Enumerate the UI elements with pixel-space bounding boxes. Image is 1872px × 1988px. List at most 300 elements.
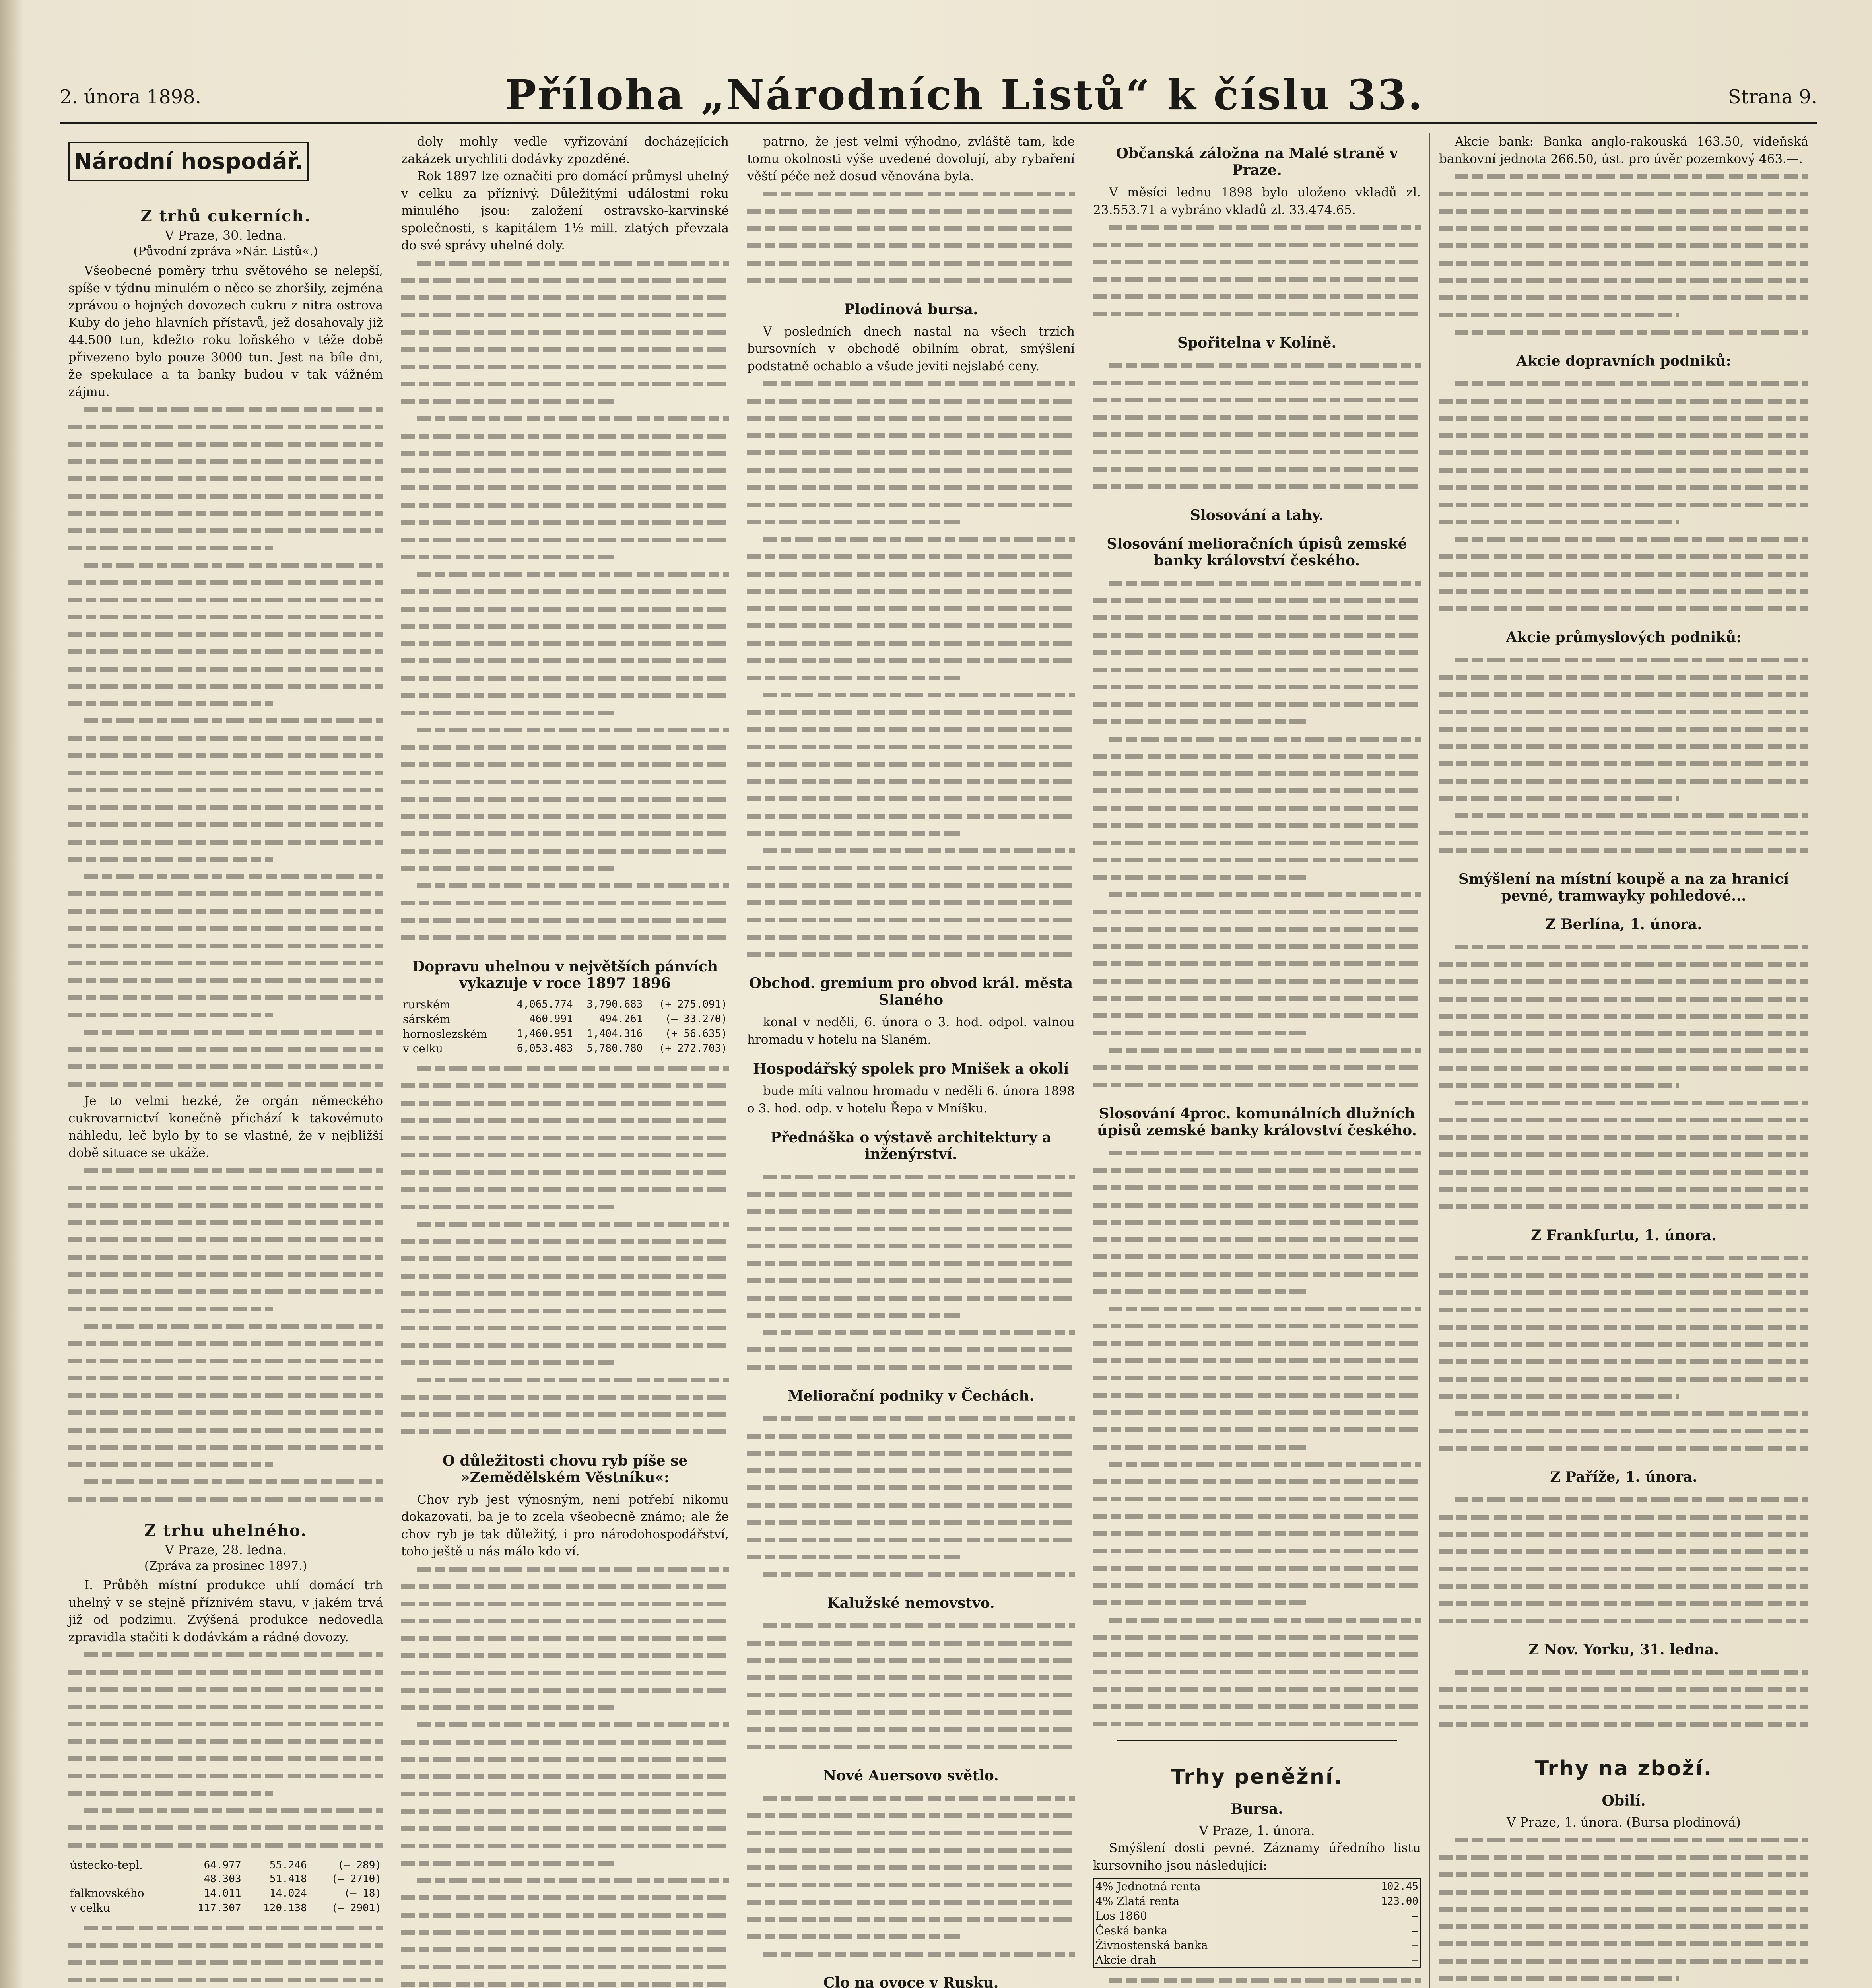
text-line: [401, 1250, 729, 1268]
text-line: [401, 1872, 729, 1889]
text-line: [401, 1578, 729, 1595]
text-line: [747, 548, 1075, 565]
table-row: Akcie drah —: [1095, 1953, 1418, 1967]
text-line: [1439, 1612, 1808, 1630]
body-text-block: [747, 1168, 1075, 1376]
text-line: [1439, 1918, 1808, 1936]
text-line: [747, 1669, 1075, 1687]
text-line: [68, 1937, 383, 1954]
text-line: [747, 1790, 1075, 1807]
text-line: [401, 445, 729, 462]
text-line: [401, 1889, 729, 1906]
text-line: [1093, 1972, 1421, 1988]
text-line: [1093, 236, 1421, 254]
text-line: [401, 497, 729, 514]
article-heading: Meliorační podniky v Čechách.: [787, 1388, 1035, 1404]
text-line: [747, 1548, 1075, 1566]
text-line: [1439, 531, 1808, 548]
text-line: [1093, 1508, 1421, 1525]
text-line: [1439, 1560, 1808, 1578]
text-line: [1439, 582, 1808, 600]
text-line: [1093, 357, 1421, 374]
text-line: [401, 393, 729, 410]
table-row: hornoslezském 1,460.951 1,404.316 (+ 56.635): [403, 1027, 727, 1041]
text-line: [401, 1129, 729, 1147]
text-line: [1093, 1266, 1421, 1283]
text-line: [401, 773, 729, 791]
text-line: [1439, 807, 1808, 825]
text-line: [401, 808, 729, 825]
text-line: [1439, 669, 1808, 686]
text-line: [1093, 219, 1421, 236]
text-line: [401, 877, 729, 895]
article-paragraph: Rok 1897 lze označiti pro domácí průmysl uhelný v celku za příznivý. Důležitými událostmi roku minulého jsou: založení ostravsko-karvinské společnosti, s kapitálem 1½ mill. zlatých převzala do své správy uhelné doly.: [401, 169, 729, 252]
text-line: [747, 1842, 1075, 1859]
text-line: [1093, 920, 1421, 938]
text-line: [747, 652, 1075, 669]
text-line: [747, 894, 1075, 911]
text-line: [747, 202, 1075, 220]
article-heading: Z Frankfurtu, 1. února.: [1531, 1227, 1717, 1244]
body-text-block: [1439, 1491, 1808, 1629]
number-list-block: [1093, 1144, 1421, 1732]
body-text-block: [401, 1561, 729, 1988]
text-line: [747, 635, 1075, 652]
text-line: [747, 1514, 1075, 1531]
text-line: [68, 1179, 383, 1197]
text-line: [1093, 886, 1421, 903]
text-line: [68, 850, 383, 868]
text-line: [401, 894, 729, 912]
text-line: [747, 686, 1075, 704]
text-line: [401, 1060, 729, 1077]
text-line: [747, 669, 1075, 687]
text-line: [747, 1497, 1075, 1514]
text-line: [1093, 575, 1421, 592]
text-line: [68, 1971, 383, 1988]
text-line: [401, 929, 729, 946]
text-line: [1093, 938, 1421, 955]
text-line: [1439, 254, 1808, 272]
text-line: [68, 401, 383, 418]
text-line: [1093, 1352, 1421, 1369]
text-line: [68, 1248, 383, 1266]
text-line: [68, 1058, 383, 1076]
text-line: [401, 1976, 729, 1988]
text-line: [1439, 496, 1808, 514]
text-line: [68, 1681, 383, 1698]
text-line: [68, 1802, 383, 1819]
text-line: [68, 1733, 383, 1750]
text-line: [1093, 1248, 1421, 1266]
article-paragraph: I. Průběh místní produkce uhlí domácí trh uhelný v se stejně příznivém stavu, v jakém trvá již od podzimu. Zvýšená produkce nedovedla zpravidla stačiti k dodávkám a rádné dovozy.: [68, 1578, 383, 1644]
text-line: [68, 1214, 383, 1231]
text-line: [401, 1337, 729, 1354]
text-line: [401, 1716, 729, 1734]
text-line: [1093, 973, 1421, 990]
section-heading: Trhy peněžní.: [1171, 1765, 1343, 1789]
text-line: [1439, 773, 1808, 790]
text-line: [401, 721, 729, 739]
table-row: sárském 460.991 494.261 (— 33.270): [403, 1012, 727, 1026]
text-line: [747, 185, 1075, 203]
text-line: [1093, 409, 1421, 426]
text-line: [1093, 1629, 1421, 1646]
text-line: [401, 1681, 729, 1699]
text-line: [1093, 1611, 1421, 1629]
table-heading: Dopravu uhelnou v největších pánvích vykazuje v roce 1897 1896: [412, 958, 718, 992]
text-line: [747, 375, 1075, 392]
text-line: [1439, 479, 1808, 496]
text-line: [1439, 1163, 1808, 1181]
text-line: [68, 1456, 383, 1474]
text-line: [401, 1958, 729, 1976]
article-paragraph: Všeobecné poměry trhu světového se nelepší, spíše v týdnu minulém o něco se zhoršily, zejména zprávou o hojných dovozech cukru z nitra ostrova Kuby do jeho hlavních přístavů, jež dosahovaly již 44.500 tun, kdežto roku loňského v téže době přivezeno bylo pouze 3000 tun. Jest na bíle dni, že spekulace a ta banky budou v tak vážném zájmu.: [68, 264, 383, 399]
text-line: [401, 1406, 729, 1423]
body-text-block: [68, 1646, 383, 1854]
text-line: [747, 738, 1075, 756]
text-line: [1439, 1284, 1808, 1301]
text-line: [401, 289, 729, 307]
article-dateline: V Praze, 1. února. (Bursa plodinová): [1506, 1815, 1741, 1830]
text-line: [1439, 375, 1808, 392]
text-line: [68, 470, 383, 487]
masthead: [60, 60, 1817, 119]
text-line: [1093, 903, 1421, 921]
body-text-block: [401, 254, 729, 946]
text-line: [68, 695, 383, 712]
text-line: [747, 1324, 1075, 1342]
article-heading: Clo na ovoce v Rusku.: [823, 1974, 999, 1988]
text-line: [1439, 1831, 1808, 1849]
text-line: [1439, 1440, 1808, 1457]
text-line: [1439, 1491, 1808, 1508]
text-line: [401, 652, 729, 670]
text-line: [401, 790, 729, 808]
text-line: [1439, 1543, 1808, 1561]
text-line: [747, 755, 1075, 773]
text-line: [401, 1941, 729, 1959]
text-line: [1093, 1663, 1421, 1681]
masthead-rule: [60, 122, 1817, 124]
article-heading: Slosování 4proc. komunálních dlužních úpisů zemské banky království českého.: [1097, 1105, 1417, 1139]
text-line: [68, 1698, 383, 1716]
text-line: [1093, 765, 1421, 782]
issue-date: 2. února 1898.: [60, 86, 202, 108]
text-line: [1093, 1594, 1421, 1611]
text-line: [1439, 1371, 1808, 1388]
text-line: [68, 764, 383, 782]
text-line: [401, 1423, 729, 1441]
page-number: Strana 9.: [1728, 86, 1817, 108]
text-line: [747, 928, 1075, 946]
text-line: [747, 565, 1075, 583]
text-line: [1439, 938, 1808, 956]
body-text-block: [68, 401, 383, 1093]
text-line: [1093, 426, 1421, 443]
text-line: [68, 626, 383, 643]
text-line: [68, 1404, 383, 1421]
text-line: [68, 1300, 383, 1318]
text-line: [1093, 253, 1421, 271]
text-line: [1439, 790, 1808, 807]
text-line: [1093, 1698, 1421, 1715]
text-line: [401, 1371, 729, 1389]
text-line: [68, 954, 383, 972]
article-heading: Slosování a tahy.: [1190, 507, 1324, 524]
text-line: [1439, 990, 1808, 1008]
text-line: [1093, 1681, 1421, 1698]
text-line: [747, 1168, 1075, 1186]
text-line: [68, 1352, 383, 1370]
article-heading: Z Paříže, 1. února.: [1550, 1469, 1697, 1485]
text-line: [1439, 1388, 1808, 1405]
text-line: [1093, 374, 1421, 392]
text-line: [68, 1473, 383, 1491]
text-line: [401, 531, 729, 549]
text-line: [68, 1335, 383, 1352]
article-paragraph: Chov ryb jest výnosným, není potřebí nikomu dokazovati, ba je to zcela všeobecně známo; ale že chov ryb je tak důležitý, i pro národohospodářství, toho ještě u nás málo kdo ví.: [401, 1492, 729, 1559]
text-line: [401, 1630, 729, 1647]
text-line: [747, 1652, 1075, 1669]
text-line: [68, 747, 383, 764]
text-line: [1439, 1060, 1808, 1077]
text-line: [401, 1924, 729, 1941]
article-paragraph: Akcie bank: Banka anglo-rakouská 163.50, vídeňská bankovní jednota 266.50, úst. pro úvěr pozemkový 463.—.: [1439, 134, 1808, 166]
text-line: [401, 272, 729, 289]
text-line: [401, 617, 729, 635]
text-line: [68, 816, 383, 833]
number-list-block: [1093, 575, 1421, 1093]
column-5: [1430, 133, 1817, 1988]
text-line: [401, 306, 729, 324]
table-row: Los 1860 —: [1095, 1909, 1418, 1922]
text-line: [1439, 1595, 1808, 1612]
article-source: (Zpráva za prosinec 1897.): [144, 1559, 307, 1573]
article-heading: Z trhu uhelného.: [144, 1521, 307, 1540]
text-line: [68, 418, 383, 436]
text-line: [1439, 1866, 1808, 1883]
text-line: [1439, 1146, 1808, 1163]
text-line: [1439, 1008, 1808, 1025]
text-line: [1093, 747, 1421, 765]
text-line: [1439, 220, 1808, 237]
text-line: [747, 582, 1075, 600]
text-line: [1093, 1196, 1421, 1214]
article-heading: Slosování melioračních úpisů zemské banky království českého.: [1107, 536, 1407, 569]
text-line: [1439, 1336, 1808, 1353]
text-line: [747, 1410, 1075, 1427]
text-line: [747, 1341, 1075, 1359]
text-line: [401, 1734, 729, 1751]
table-row: v celku 6,053.483 5,780.780 (+ 272.703): [403, 1042, 727, 1055]
text-line: [401, 1647, 729, 1664]
table-row: falknovského 14.011 14.024 (— 18): [70, 1887, 381, 1900]
body-text-block: [1439, 1664, 1808, 1733]
text-line: [747, 1807, 1075, 1825]
text-line: [747, 1237, 1075, 1255]
text-line: [747, 790, 1075, 808]
body-text-block: [1439, 1249, 1808, 1457]
text-line: [68, 1715, 383, 1733]
text-line: [1439, 973, 1808, 990]
text-line: [401, 1112, 729, 1129]
text-line: [68, 539, 383, 557]
text-line: [1439, 1681, 1808, 1699]
body-text-block: [747, 185, 1075, 289]
text-line: [1439, 1935, 1808, 1953]
text-line: [1439, 1901, 1808, 1918]
text-line: [747, 1859, 1075, 1876]
text-line: [1439, 1698, 1808, 1716]
coal-transport-table: [401, 997, 729, 1056]
text-line: [747, 220, 1075, 237]
text-line: [1093, 1559, 1421, 1577]
column-4: [1084, 133, 1429, 1988]
article-heading: Z Berlína, 1. února.: [1545, 916, 1702, 933]
text-line: [1439, 651, 1808, 669]
article-paragraph: Smýšlení dosti pevné. Záznamy úředního listu kursovního jsou následující:: [1093, 1841, 1421, 1873]
text-line: [1439, 1970, 1808, 1987]
text-line: [68, 435, 383, 453]
text-line: [68, 1006, 383, 1024]
rate-table-block: [1093, 1972, 1421, 1988]
text-line: [68, 678, 383, 695]
text-line: [1439, 600, 1808, 617]
text-line: [747, 1635, 1075, 1652]
text-line: [401, 1664, 729, 1682]
text-line: [68, 885, 383, 903]
text-line: [68, 643, 383, 660]
text-line: [1439, 1111, 1808, 1129]
text-line: [68, 1387, 383, 1404]
table-row: rurském 4,065.774 3,790.683 (+ 275.091): [403, 998, 727, 1011]
text-line: [1439, 444, 1808, 462]
text-line: [1093, 609, 1421, 627]
text-line: [68, 1491, 383, 1508]
text-line: [1439, 1405, 1808, 1423]
text-line: [747, 600, 1075, 617]
column-1: [60, 133, 392, 1988]
text-line: [68, 1784, 383, 1802]
text-line: [1439, 1318, 1808, 1336]
page-title: Příloha „Národních Listů“ k číslu 33.: [505, 70, 1424, 119]
text-line: [68, 505, 383, 522]
section-title: Národní hospodář.: [68, 142, 309, 181]
article-heading: Bursa.: [1231, 1801, 1283, 1817]
article-source: (Původní zpráva »Nár. Listů«.): [133, 245, 318, 258]
text-line: [747, 1704, 1075, 1721]
text-line: [1439, 324, 1808, 341]
article-heading: Spořitelna v Kolíně.: [1177, 334, 1336, 351]
text-line: [747, 479, 1075, 496]
text-line: [1093, 1421, 1421, 1439]
text-line: [401, 1820, 729, 1837]
text-line: [68, 989, 383, 1006]
article-heading: Plodinová bursa.: [844, 301, 978, 318]
text-line: [68, 781, 383, 799]
text-line: [747, 1617, 1075, 1635]
article-heading: Z trhů cukerních.: [140, 207, 311, 225]
subsection-heading: Obilí.: [1602, 1792, 1646, 1809]
text-line: [1439, 1953, 1808, 1970]
text-line: [747, 1566, 1075, 1583]
page-edge-shadow: [0, 0, 24, 1988]
body-text-block: [401, 1060, 729, 1441]
table-row: Živnostenská banka —: [1095, 1939, 1418, 1952]
article-paragraph: doly mohly vedle vyřizování docházejících zakázek urychliti dodávky zpozděné.: [401, 134, 729, 166]
text-line: [68, 574, 383, 591]
text-line: [1093, 1525, 1421, 1542]
text-line: [1439, 1422, 1808, 1440]
text-line: [68, 1421, 383, 1439]
article-paragraph: V posledních dnech nastal na všech trzích bursovních v obchodě obilním obrat, smýšlení podstatně ochablo a všude jeviti nejslabé ceny.: [747, 324, 1075, 373]
body-text-block: [1439, 651, 1808, 859]
text-line: [401, 1837, 729, 1855]
text-line: [747, 1911, 1075, 1928]
body-text-block: [1439, 375, 1808, 617]
text-line: [68, 557, 383, 574]
text-line: [1093, 696, 1421, 713]
text-line: [747, 254, 1075, 272]
text-line: [1093, 1162, 1421, 1179]
text-line: [1093, 1317, 1421, 1335]
text-line: [1439, 565, 1808, 583]
text-line: [68, 1231, 383, 1248]
body-text-block: [747, 1790, 1075, 1963]
exchange-rate-table: [1093, 1878, 1421, 1968]
text-line: [1439, 548, 1808, 565]
text-line: [401, 1785, 729, 1803]
text-line: [1439, 462, 1808, 479]
text-line: [747, 825, 1075, 842]
text-line: [1093, 288, 1421, 305]
text-line: [1093, 782, 1421, 800]
text-line: [1093, 1456, 1421, 1473]
text-line: [747, 1255, 1075, 1272]
text-line: [401, 514, 729, 531]
article-heading: Přednáška o výstavě architektury a inženýrství.: [770, 1129, 1052, 1163]
text-line: [1093, 443, 1421, 461]
text-line: [1439, 513, 1808, 531]
column-3: [738, 133, 1084, 1988]
text-line: [401, 1319, 729, 1337]
text-line: [747, 842, 1075, 860]
text-line: [1439, 185, 1808, 203]
text-line: [747, 1444, 1075, 1462]
text-line: [401, 1388, 729, 1406]
article-heading: Kalužské nemovstvo.: [827, 1595, 995, 1611]
text-line: [68, 591, 383, 609]
text-line: [68, 1767, 383, 1785]
text-line: [401, 1354, 729, 1371]
text-line: [1093, 713, 1421, 730]
text-line: [747, 272, 1075, 289]
article-heading: Obchod. gremium pro obvod král. města Slaného: [749, 975, 1073, 1008]
text-line: [68, 1664, 383, 1681]
text-line: [1093, 1179, 1421, 1196]
text-line: [68, 868, 383, 885]
text-line: [1439, 1025, 1808, 1043]
text-line: [401, 1561, 729, 1578]
text-line: [1093, 817, 1421, 834]
text-line: [68, 833, 383, 851]
text-line: [747, 392, 1075, 410]
text-line: [1093, 990, 1421, 1007]
text-line: [1093, 1404, 1421, 1421]
text-line: [401, 427, 729, 445]
body-text-block: [747, 1617, 1075, 1755]
